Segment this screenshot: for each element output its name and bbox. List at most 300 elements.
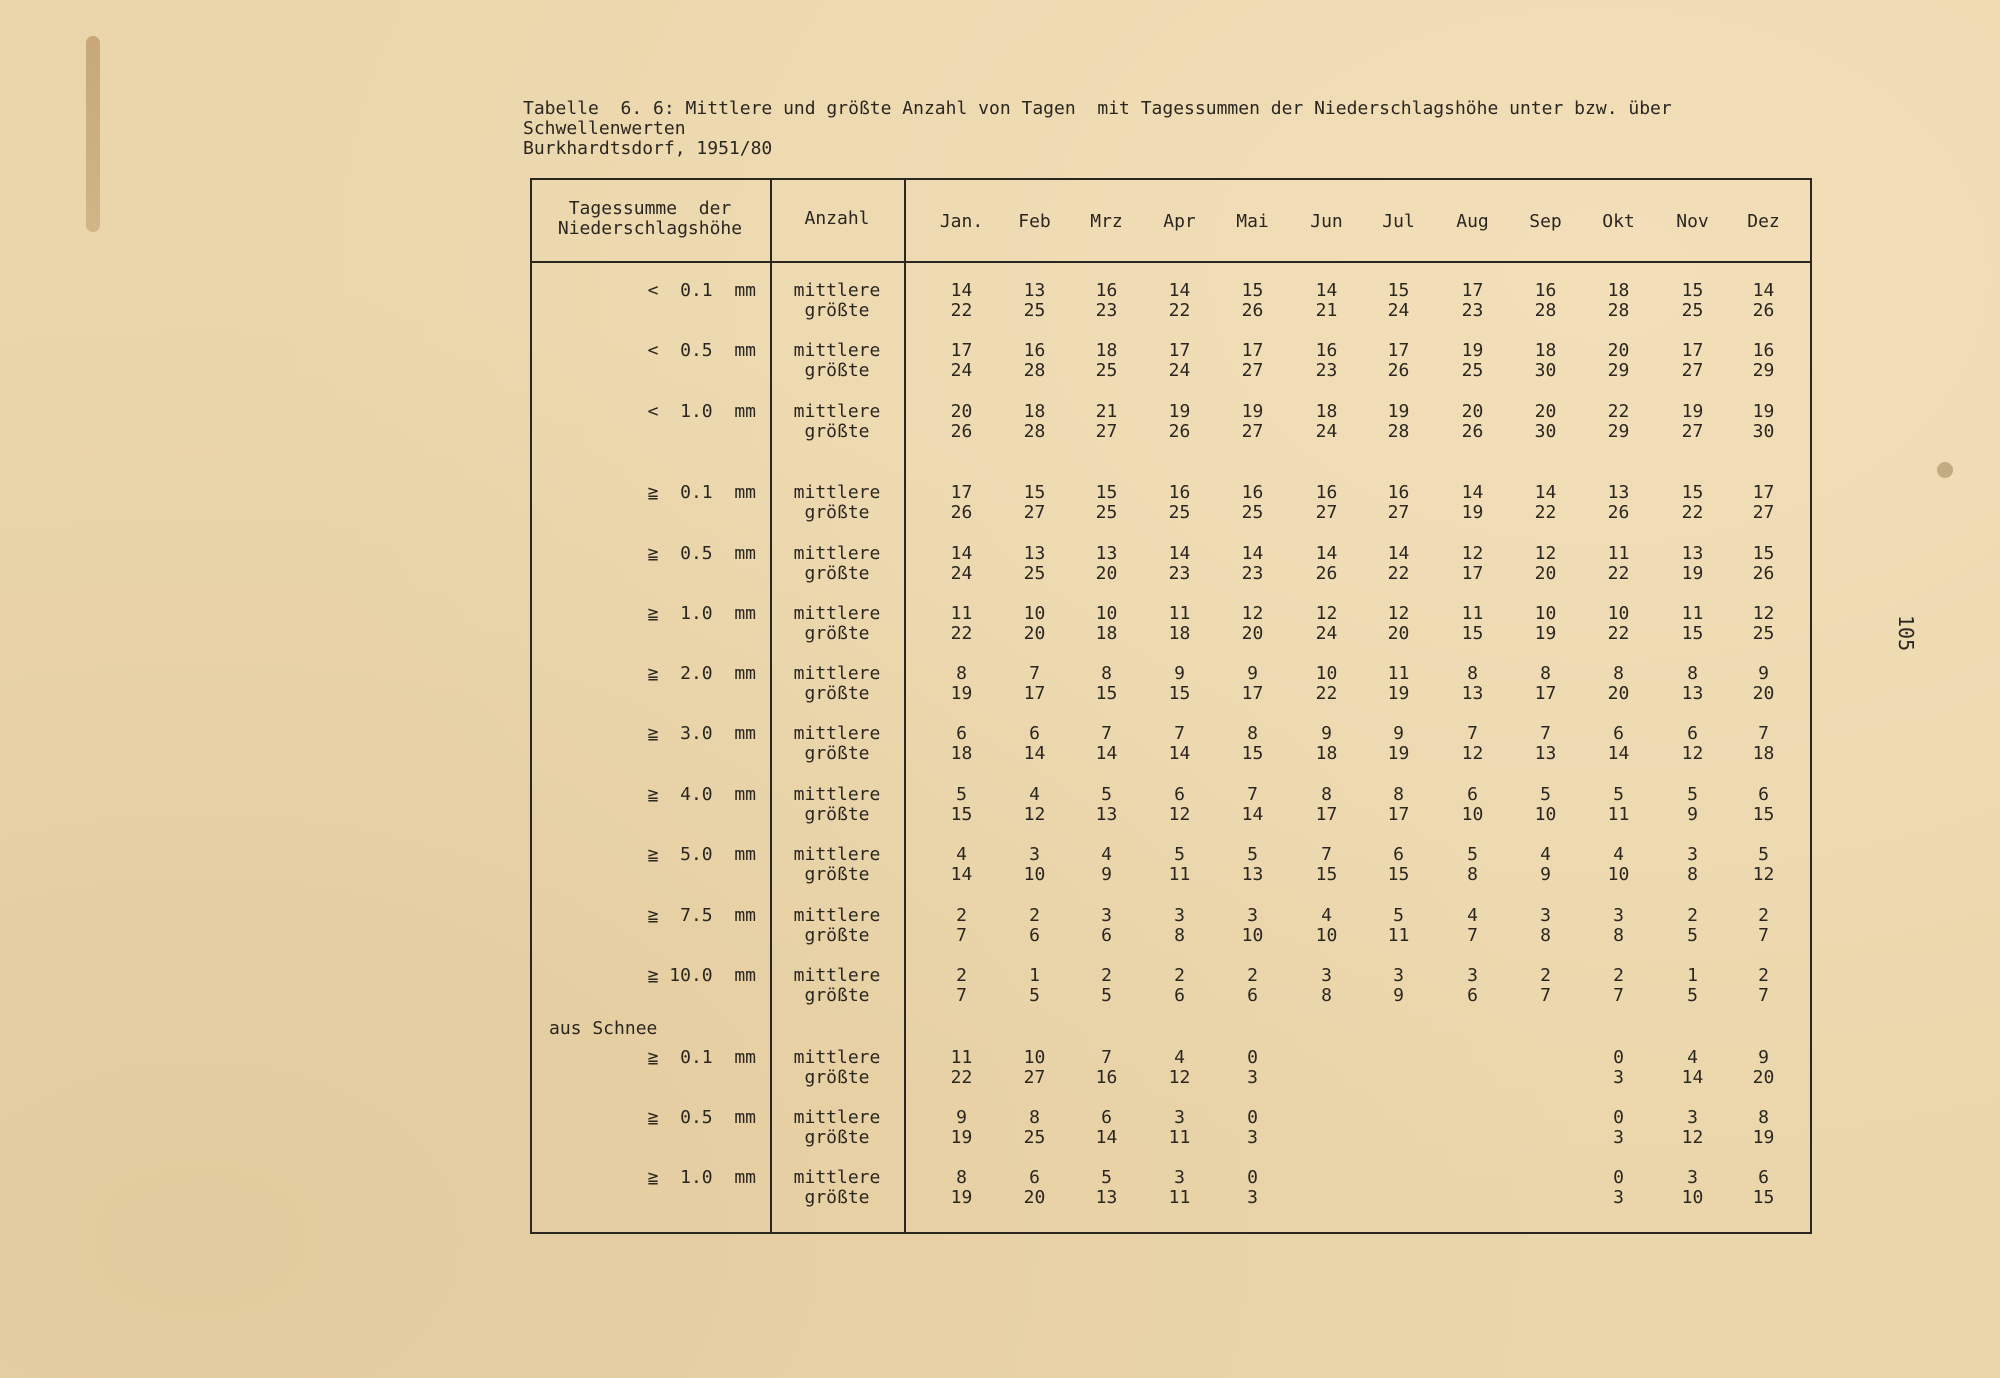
mean-label: mittlere: [793, 1047, 881, 1068]
mean-value: 17: [1387, 340, 1410, 361]
mean-value: 9: [1321, 723, 1332, 744]
mean-value: [1362, 1108, 1435, 1128]
value-cell: [998, 966, 1071, 1006]
threshold-label: ≧ 5.0 mm: [647, 844, 756, 865]
max-value: 15: [1681, 623, 1704, 644]
max-value: [1290, 1068, 1363, 1088]
value-cell: [925, 1168, 998, 1208]
value-cell: [1290, 845, 1363, 885]
value-cell: [1070, 1048, 1143, 1088]
mean-value: 4: [956, 844, 967, 865]
max-value: 26: [1315, 563, 1338, 584]
mean-value: 2: [956, 965, 967, 986]
table-row: [0, 906, 2000, 948]
mean-value: 14: [1461, 482, 1484, 503]
caption-line-3: Burkhardtsdorf, 1951/80: [523, 138, 773, 159]
value-cell: [1582, 1048, 1655, 1088]
mean-value: 8: [956, 1167, 967, 1188]
max-value: 26: [1752, 300, 1775, 321]
value-cell: [998, 845, 1071, 885]
value-cell: [1582, 1108, 1655, 1148]
table-row: [0, 724, 2000, 766]
value-cell: [1656, 1168, 1729, 1208]
max-value: 24: [1315, 421, 1338, 442]
max-value: 23: [1095, 300, 1118, 321]
mean-value: 7: [1247, 784, 1258, 805]
max-value: 12: [1752, 864, 1775, 885]
mean-value: 13: [1607, 482, 1630, 503]
mean-value: 2: [1687, 905, 1698, 926]
max-value: 28: [1607, 300, 1630, 321]
value-cell: [1290, 604, 1363, 644]
max-value: [1436, 1068, 1509, 1088]
value-cell: [1143, 1168, 1216, 1208]
mean-value: 15: [1752, 543, 1775, 564]
max-value: 19: [950, 1127, 973, 1148]
mean-value: 11: [1681, 603, 1704, 624]
max-value: 20: [1023, 1187, 1046, 1208]
max-value: 29: [1752, 360, 1775, 381]
mean-label: mittlere: [793, 844, 881, 865]
mean-value: 15: [1681, 482, 1704, 503]
mean-value: 16: [1241, 482, 1264, 503]
value-cell: [1143, 402, 1216, 442]
value-cell: [1582, 341, 1655, 381]
mean-value: 17: [1461, 280, 1484, 301]
max-value: 26: [1461, 421, 1484, 442]
value-cell: [1656, 544, 1729, 584]
value-cell: [1656, 845, 1729, 885]
month-header: Mai: [1236, 211, 1269, 232]
header-threshold: Tagessumme der Niederschlagshöhe: [557, 198, 743, 239]
count-type-label: [772, 604, 902, 644]
max-value: 30: [1534, 421, 1557, 442]
value-cell: [1656, 604, 1729, 644]
table-row: [0, 664, 2000, 706]
max-value: 20: [1534, 563, 1557, 584]
caption-line-2: Schwellenwerten: [523, 118, 686, 139]
value-cell: [1070, 281, 1143, 321]
value-cell: [1216, 402, 1289, 442]
max-value: 11: [1168, 864, 1191, 885]
max-value: 14: [1095, 1127, 1118, 1148]
max-value: 22: [1681, 502, 1704, 523]
threshold-label: ≧ 10.0 mm: [647, 965, 756, 986]
max-value: 7: [1613, 985, 1624, 1006]
value-cell: [1216, 845, 1289, 885]
max-label: größte: [804, 360, 870, 381]
table-row: [0, 604, 2000, 646]
value-cell: [1656, 906, 1729, 946]
value-cell: [1509, 483, 1582, 523]
header-divider: [530, 261, 1810, 263]
value-cell: [1362, 906, 1435, 946]
mean-value: 0: [1613, 1047, 1624, 1068]
mean-label: mittlere: [793, 663, 881, 684]
threshold-label: ≧ 0.5 mm: [647, 543, 756, 564]
value-cell: [1216, 483, 1289, 523]
value-cell: [1216, 341, 1289, 381]
mean-value: 4: [1174, 1047, 1185, 1068]
max-value: 15: [1752, 1187, 1775, 1208]
value-cell: [1216, 544, 1289, 584]
mean-value: 19: [1752, 401, 1775, 422]
max-value: [1290, 1188, 1363, 1208]
max-value: 15: [950, 804, 973, 825]
mean-value: 4: [1540, 844, 1551, 865]
value-cell: [1143, 281, 1216, 321]
mean-value: 6: [1393, 844, 1404, 865]
table-row: [0, 341, 2000, 383]
value-cell: [1362, 341, 1435, 381]
value-cell: [1070, 845, 1143, 885]
table-row: [0, 966, 2000, 1008]
max-label: größte: [804, 1127, 870, 1148]
value-cell: [1436, 1108, 1509, 1148]
mean-value: 2: [1758, 905, 1769, 926]
max-value: 14: [1023, 743, 1046, 764]
value-cell: [1216, 1108, 1289, 1148]
mean-value: 5: [1393, 905, 1404, 926]
value-cell: [925, 785, 998, 825]
max-value: 29: [1607, 421, 1630, 442]
max-value: [1509, 1128, 1582, 1148]
max-value: 25: [1023, 300, 1046, 321]
mean-value: [1436, 1108, 1509, 1128]
mean-value: 14: [1315, 280, 1338, 301]
value-cell: [998, 402, 1071, 442]
value-cell: [1143, 604, 1216, 644]
max-value: 22: [1168, 300, 1191, 321]
max-value: 18: [1315, 743, 1338, 764]
value-cell: [1436, 341, 1509, 381]
mean-value: 16: [1168, 482, 1191, 503]
max-value: 14: [1168, 743, 1191, 764]
value-cell: [1509, 664, 1582, 704]
value-cell: [1070, 1108, 1143, 1148]
max-value: 15: [1241, 743, 1264, 764]
mean-value: 14: [1241, 543, 1264, 564]
value-cell: [1143, 483, 1216, 523]
value-cell: [1436, 785, 1509, 825]
value-cell: [1656, 1108, 1729, 1148]
mean-value: 16: [1095, 280, 1118, 301]
max-value: 20: [1387, 623, 1410, 644]
mean-value: 3: [1467, 965, 1478, 986]
mean-value: 3: [1029, 844, 1040, 865]
max-value: 18: [1168, 623, 1191, 644]
value-cell: [1656, 341, 1729, 381]
value-cell: [1143, 1048, 1216, 1088]
mean-value: 12: [1387, 603, 1410, 624]
max-value: 10: [1023, 864, 1046, 885]
value-cell: [1290, 966, 1363, 1006]
max-value: 17: [1241, 683, 1264, 704]
table-row: [0, 402, 2000, 444]
mean-label: mittlere: [793, 280, 881, 301]
max-value: 9: [1687, 804, 1698, 825]
mean-value: 14: [950, 280, 973, 301]
mean-value: 6: [1029, 723, 1040, 744]
max-label: größte: [804, 623, 870, 644]
mean-value: 16: [1534, 280, 1557, 301]
max-value: 8: [1540, 925, 1551, 946]
mean-value: 9: [1758, 1047, 1769, 1068]
mean-value: 8: [1247, 723, 1258, 744]
value-cell: [1656, 664, 1729, 704]
max-label: größte: [804, 300, 870, 321]
table-row: [0, 483, 2000, 525]
mean-value: 0: [1247, 1167, 1258, 1188]
max-value: 26: [1752, 563, 1775, 584]
mean-value: 6: [956, 723, 967, 744]
max-value: 15: [1168, 683, 1191, 704]
value-cell: [1362, 483, 1435, 523]
value-cell: [1582, 544, 1655, 584]
paper-spot: [1937, 462, 1953, 478]
mean-value: 14: [1534, 482, 1557, 503]
month-header: Jun: [1310, 211, 1343, 232]
max-value: 10: [1607, 864, 1630, 885]
value-cell: [1216, 785, 1289, 825]
max-value: 26: [950, 421, 973, 442]
max-value: 29: [1607, 360, 1630, 381]
mean-value: 10: [1315, 663, 1338, 684]
mean-label: mittlere: [793, 482, 881, 503]
value-cell: [1582, 906, 1655, 946]
mean-value: 8: [1029, 1107, 1040, 1128]
max-value: 28: [1023, 360, 1046, 381]
mean-value: 9: [1758, 663, 1769, 684]
value-cell: [1436, 845, 1509, 885]
max-value: 27: [1681, 421, 1704, 442]
mean-value: 16: [1315, 340, 1338, 361]
mean-value: 10: [1095, 603, 1118, 624]
mean-value: 13: [1023, 280, 1046, 301]
mean-value: 2: [1029, 905, 1040, 926]
max-value: 11: [1168, 1127, 1191, 1148]
mean-value: 3: [1101, 905, 1112, 926]
mean-value: 2: [956, 905, 967, 926]
max-value: 14: [1607, 743, 1630, 764]
max-value: 27: [1095, 421, 1118, 442]
mean-value: 11: [1387, 663, 1410, 684]
max-value: [1362, 1068, 1435, 1088]
threshold-label: < 0.1 mm: [647, 280, 756, 301]
value-cell: [1656, 1048, 1729, 1088]
mean-value: 8: [956, 663, 967, 684]
mean-value: 0: [1613, 1167, 1624, 1188]
value-cell: [1290, 281, 1363, 321]
threshold-label: ≧ 0.5 mm: [647, 1107, 756, 1128]
mean-value: 12: [1752, 603, 1775, 624]
max-value: 25: [1681, 300, 1704, 321]
value-cell: [925, 341, 998, 381]
value-cell: [1290, 785, 1363, 825]
value-cell: [998, 1048, 1071, 1088]
max-label: größte: [804, 985, 870, 1006]
value-cell: [925, 402, 998, 442]
max-value: 22: [1534, 502, 1557, 523]
max-value: 15: [1315, 864, 1338, 885]
mean-value: 4: [1029, 784, 1040, 805]
value-cell: [1362, 1168, 1435, 1208]
max-value: 27: [1681, 360, 1704, 381]
max-value: 27: [1387, 502, 1410, 523]
mean-value: 17: [950, 340, 973, 361]
max-value: 22: [1315, 683, 1338, 704]
value-cell: [925, 1048, 998, 1088]
mean-value: 7: [1174, 723, 1185, 744]
value-cell: [1216, 281, 1289, 321]
max-value: 15: [1461, 623, 1484, 644]
value-cell: [998, 1108, 1071, 1148]
mean-value: 11: [1168, 603, 1191, 624]
mean-value: 11: [950, 1047, 973, 1068]
mean-value: 5: [1613, 784, 1624, 805]
value-cell: [1582, 664, 1655, 704]
mean-value: 13: [1023, 543, 1046, 564]
value-cell: [1656, 483, 1729, 523]
value-cell: [1070, 966, 1143, 1006]
mean-value: 7: [1029, 663, 1040, 684]
value-cell: [998, 544, 1071, 584]
mean-value: 18: [1023, 401, 1046, 422]
count-type-label: [772, 341, 902, 381]
max-value: 3: [1613, 1187, 1624, 1208]
value-cell: [1362, 966, 1435, 1006]
max-value: 27: [1241, 421, 1264, 442]
max-value: 7: [1758, 925, 1769, 946]
value-cell: [1436, 544, 1509, 584]
mean-value: 19: [1681, 401, 1704, 422]
mean-value: 3: [1687, 1107, 1698, 1128]
max-value: 26: [1607, 502, 1630, 523]
mean-value: 12: [1461, 543, 1484, 564]
mean-value: 3: [1321, 965, 1332, 986]
mean-value: 8: [1540, 663, 1551, 684]
mean-value: 15: [1681, 280, 1704, 301]
value-cell: [1509, 341, 1582, 381]
value-cell: [1582, 966, 1655, 1006]
max-value: [1290, 1128, 1363, 1148]
max-value: 26: [950, 502, 973, 523]
max-value: 20: [1752, 683, 1775, 704]
max-value: 10: [1461, 804, 1484, 825]
mean-value: 12: [1241, 603, 1264, 624]
max-value: 3: [1247, 1127, 1258, 1148]
mean-value: 17: [1168, 340, 1191, 361]
value-cell: [925, 724, 998, 764]
value-cell: [1509, 724, 1582, 764]
mean-value: 17: [1241, 340, 1264, 361]
mean-value: 3: [1613, 905, 1624, 926]
max-value: 25: [1023, 1127, 1046, 1148]
mean-value: 8: [1101, 663, 1112, 684]
value-cell: [1509, 1108, 1582, 1148]
mean-value: 7: [1540, 723, 1551, 744]
value-cell: [1070, 341, 1143, 381]
value-cell: [1727, 906, 1800, 946]
max-value: 3: [1247, 1067, 1258, 1088]
max-value: 22: [1387, 563, 1410, 584]
value-cell: [1727, 604, 1800, 644]
value-cell: [1727, 402, 1800, 442]
max-value: 3: [1247, 1187, 1258, 1208]
max-value: 25: [1168, 502, 1191, 523]
max-value: 10: [1534, 804, 1557, 825]
value-cell: [998, 604, 1071, 644]
value-cell: [1509, 604, 1582, 644]
max-value: 20: [1752, 1067, 1775, 1088]
value-cell: [925, 1108, 998, 1148]
mean-value: [1436, 1168, 1509, 1188]
header-count: Anzahl: [804, 208, 870, 229]
month-header: Sep: [1529, 211, 1562, 232]
threshold-label: ≧ 1.0 mm: [647, 603, 756, 624]
max-value: 13: [1095, 1187, 1118, 1208]
mean-value: 5: [1687, 784, 1698, 805]
threshold-label: ≧ 2.0 mm: [647, 663, 756, 684]
max-value: 27: [1315, 502, 1338, 523]
max-value: 13: [1681, 683, 1704, 704]
max-value: 6: [1174, 985, 1185, 1006]
max-value: 25: [1095, 360, 1118, 381]
mean-value: 13: [1095, 543, 1118, 564]
value-cell: [1070, 724, 1143, 764]
value-cell: [925, 604, 998, 644]
mean-value: 8: [1321, 784, 1332, 805]
max-value: 20: [1095, 563, 1118, 584]
max-value: 27: [1241, 360, 1264, 381]
max-value: 12: [1023, 804, 1046, 825]
mean-value: 8: [1613, 663, 1624, 684]
value-cell: [925, 845, 998, 885]
mean-value: 5: [1101, 784, 1112, 805]
mean-value: 6: [1467, 784, 1478, 805]
value-cell: [1070, 402, 1143, 442]
mean-value: 4: [1101, 844, 1112, 865]
month-header: Feb: [1018, 211, 1051, 232]
value-cell: [1362, 604, 1435, 644]
mean-value: 18: [1315, 401, 1338, 422]
count-type-label: [772, 785, 902, 825]
value-cell: [1216, 906, 1289, 946]
value-cell: [1143, 341, 1216, 381]
value-cell: [1216, 1168, 1289, 1208]
threshold-label: ≧ 0.1 mm: [647, 482, 756, 503]
value-cell: [1436, 966, 1509, 1006]
value-cell: [1727, 1168, 1800, 1208]
mean-value: [1290, 1048, 1363, 1068]
mean-value: 3: [1687, 844, 1698, 865]
value-cell: [1362, 544, 1435, 584]
value-cell: [1070, 544, 1143, 584]
mean-value: 4: [1467, 905, 1478, 926]
value-cell: [1727, 966, 1800, 1006]
value-cell: [1362, 724, 1435, 764]
mean-value: 14: [950, 543, 973, 564]
value-cell: [1070, 664, 1143, 704]
threshold-label: < 0.5 mm: [647, 340, 756, 361]
mean-value: 19: [1461, 340, 1484, 361]
value-cell: [1727, 1048, 1800, 1088]
mean-value: 7: [1101, 1047, 1112, 1068]
mean-value: 11: [1461, 603, 1484, 624]
max-value: 20: [1241, 623, 1264, 644]
mean-value: 20: [1607, 340, 1630, 361]
mean-label: mittlere: [793, 543, 881, 564]
